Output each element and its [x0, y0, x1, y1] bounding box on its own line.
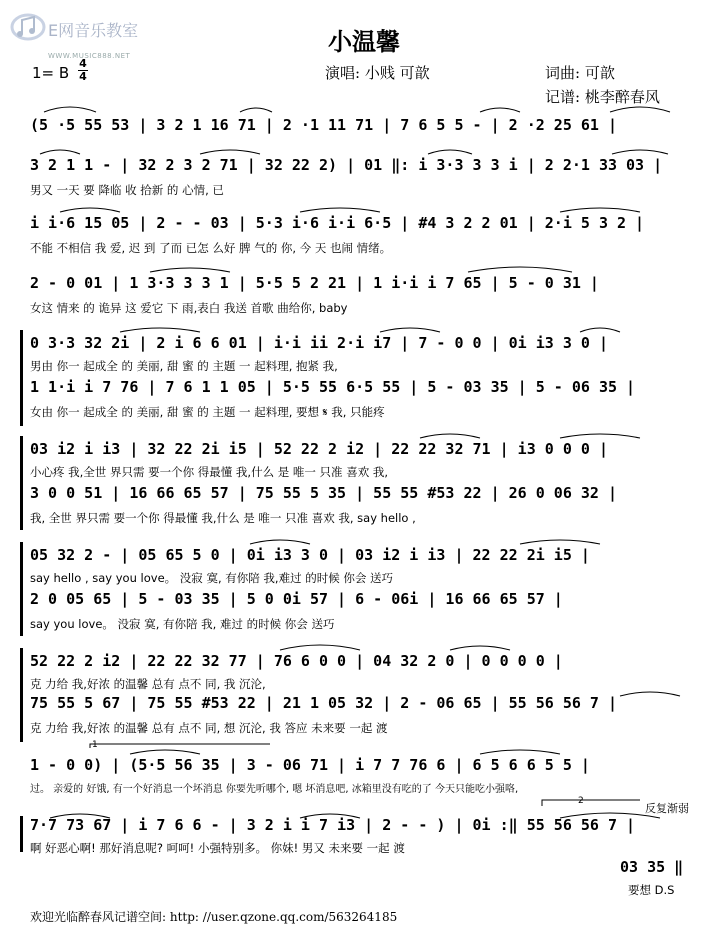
slur: [480, 750, 560, 754]
notes-line: 2 - 0 01 | 1 3·3 3 3 1 | 5·5 5 2 21 | 1 i·i i 7 65 | 5 - 0 31 |: [30, 274, 599, 292]
lyric-line: say you love。 没寂 寞, 有你陪 我, 难过 的时候 你会 送巧: [30, 617, 335, 631]
notes-line: 3 0 0 51 | 16 66 65 57 | 75 55 5 35 | 55 55 #53 22 | 26 0 06 32 |: [30, 484, 617, 502]
slur: [468, 267, 572, 272]
slur: [280, 645, 360, 650]
song-title: 小温馨: [328, 27, 400, 56]
key-signature: 1= B: [32, 64, 70, 82]
lyric-line: 女这 情来 的 诡异 这 爱它 下 雨,表白 我送 首歌 曲给你, baby: [30, 301, 348, 315]
slur: [580, 328, 620, 332]
notes-line: 03 35 ‖: [620, 858, 684, 876]
lyric-line: 男由 你一 起成全 的 美丽, 甜 蜜 的 主题 一 起料理, 抱紧 我,: [30, 359, 338, 373]
notes-line: i i·6 15 05 | 2 - - 03 | 5·3 i·6 i·i 6·5 | #4 3 2 2 01 | 2·i 5 3 2 |: [30, 214, 645, 232]
transcriber: 记谱: 桃李醉春风: [545, 88, 660, 106]
lyric-line: 过。 亲爱的 好饿, 有一个好消息一个坏消息 你要先听哪个, 嗯 坏消息吧, 冰箱里没有吃的了 今天只能吃小强咯,: [30, 784, 519, 795]
slur: [60, 208, 120, 212]
time-top: 4: [79, 57, 87, 70]
time-bottom: 4: [79, 70, 87, 83]
notes-line: 05 32 2 - | 05 65 5 0 | 0i i3 3 0 | 03 i2 i i3 | 22 22 2i i5 |: [30, 546, 590, 564]
slur: [300, 208, 380, 212]
slur: [40, 150, 80, 154]
notes-line: 1 - 0 0) | (5·5 56 35 | 3 - 06 71 | i 7 7 76 6 | 6 5 6 6 5 5 |: [30, 756, 590, 774]
slur: [250, 540, 310, 544]
slur: [560, 208, 640, 212]
volta-2-line: [542, 800, 640, 806]
volta-2-number: 2: [578, 796, 584, 806]
slur: [480, 108, 520, 112]
logo-url: WWW.MUSIC888.NET: [48, 52, 131, 60]
notes-line: 1 1·i i 7 76 | 7 6 1 1 05 | 5·5 55 6·5 55 | 5 - 03 35 | 5 - 06 35 |: [30, 378, 636, 396]
slur: [610, 107, 670, 112]
slur: [520, 540, 600, 544]
slur: [150, 268, 230, 272]
slur: [560, 434, 640, 438]
notes-line: 7·7 73 67 | i 7 6 6 - | 3 2 i i 7 i3 | 2 - - ) | 0i :‖ 55 56 56 7 |: [30, 816, 636, 834]
volta-1-number: 1: [92, 740, 98, 750]
notes-line: 75 55 5 67 | 75 55 #53 22 | 21 1 05 32 | 2 - 06 65 | 55 56 56 7 |: [30, 694, 617, 712]
slur: [50, 814, 110, 818]
slur: [420, 434, 480, 438]
slur: [120, 328, 200, 332]
lyric-line: 我, 全世 界只需 要一个你 得最懂 我,什么 是 唯一 只准 喜欢 我, say hello ,: [30, 511, 416, 525]
lyric-line: say hello , say you love。 没寂 寞, 有你陪 我,难过 的时候 你会 送巧: [30, 571, 394, 585]
slur: [450, 646, 510, 650]
logo-text: E网音乐教室: [48, 21, 139, 40]
slur: [44, 107, 96, 112]
lyric-line: 克 力给 我,好浓 的温馨 总有 点不 同, 我 沉沦,: [30, 677, 266, 691]
lyric-line: 啊 好恶心啊! 那好消息呢? 呵呵! 小强特别多。 你妹! 男又 未来要 一起 渡: [30, 841, 405, 855]
lyric-line: 要想 D.S: [628, 883, 675, 897]
lyric-line: 克 力给 我,好浓 的温馨 总有 点不 同, 想 沉沦, 我 答应 未来要 一起 渡: [30, 721, 388, 735]
notes-line: 2 0 05 65 | 5 - 03 35 | 5 0 0i 57 | 6 - 06i | 16 66 65 57 |: [30, 590, 563, 608]
slur: [200, 150, 260, 154]
notes-line: 52 22 2 i2 | 22 22 32 77 | 76 6 0 0 | 04 32 2 0 | 0 0 0 0 |: [30, 652, 563, 670]
slur: [612, 150, 668, 154]
lyric-line: 女由 你一 起成全 的 美丽, 甜 蜜 的 主题 一 起料理, 要想 𝄋 我, 只能疼: [30, 405, 385, 419]
volta-1-line: [90, 744, 270, 748]
footer-link-text: 欢迎光临醉春风记谱空间: http: //user.qzone.qq.com/563264185: [30, 910, 398, 924]
slur: [130, 750, 200, 754]
notes-line: 3 2 1 1 - | 32 2 3 2 71 | 32 22 2) | 01 ‖: i 3·3 3 3 i | 2 2·1 33 03 |: [30, 156, 663, 174]
notes-line: 03 i2 i i3 | 32 22 2i i5 | 52 22 2 i2 | 22 22 32 71 | i3 0 0 0 |: [30, 440, 608, 458]
slur: [620, 692, 680, 696]
lyric-line: 男又 一天 要 降临 收 拾新 的 心情, 已: [30, 183, 224, 197]
lyric-line: 不能 不相信 我 爱, 迟 到 了而 已怎 么好 脾 气的 你, 今 天 也闹 情绪。: [30, 241, 392, 255]
slur: [300, 814, 360, 818]
slur: [380, 328, 440, 332]
singers: 演唱: 小贱 可歆: [325, 64, 430, 82]
lyric-line: 小心疼 我,全世 界只需 要一个你 得最懂 我,什么 是 唯一 只准 喜欢 我,: [30, 465, 389, 479]
notes-line: 0 3·3 32 2i | 2 i 6 6 01 | i·i ii 2·i i7 | 7 - 0 0 | 0i i3 3 0 |: [30, 334, 608, 352]
slur: [560, 813, 660, 818]
slur: [240, 108, 272, 112]
composer: 词曲: 可歆: [545, 64, 615, 82]
notes-line: (5 ·5 55 53 | 3 2 1 16 71 | 2 ·1 11 71 | 7 6 5 5 - | 2 ·2 25 61 |: [30, 116, 617, 134]
repeat-fade-note: 反复渐弱: [645, 802, 689, 815]
slur: [428, 150, 472, 154]
